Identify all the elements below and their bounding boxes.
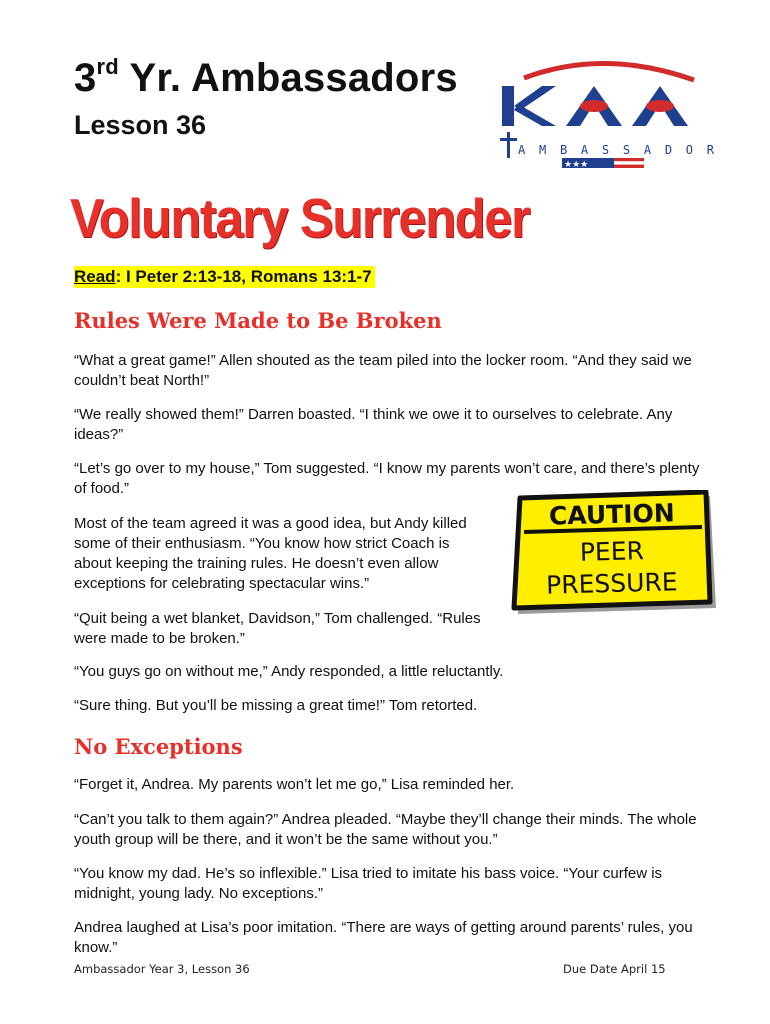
story-paragraph: “Can’t you talk to them again?” Andrea pleaded. “Maybe they’ll change their minds. The whole youth group will be there, and it won’t be the same without you.” [74, 811, 697, 848]
story-paragraph: “You guys go on without me,” Andy responded, a little reluctantly. [74, 663, 504, 680]
story-paragraph: “Sure thing. But you’ll be missing a great time!” Tom retorted. [74, 697, 478, 714]
section-heading-rules: Rules Were Made to Be Broken [74, 308, 442, 333]
reading-label: Read [74, 267, 116, 286]
story-paragraph: “We really showed them!” Darren boasted. “I think we owe it to ourselves to celebrate. Any ideas?” [74, 406, 673, 443]
caution-text: CAUTION [548, 498, 676, 531]
logo-stars: ★★★ [564, 160, 589, 170]
story-paragraph: “Let’s go over to my house,” Tom suggested. “I know my parents won’t care, and there’s plenty of food.” [74, 460, 700, 497]
logo-subtitle: AMBASSADOR [518, 143, 714, 157]
story-paragraph: “Quit being a wet blanket, Davidson,” Tom challenged. “Rules were made to be broken.” [74, 610, 481, 647]
lesson-main-title: Voluntary Surrender [70, 187, 530, 249]
pressure-text: PRESSURE [545, 567, 678, 600]
story-paragraph: “You know my dad. He’s so inflexible.” Lisa tried to imitate his bass voice. “Your curfew is midnight, young lady. No exceptions.” [74, 865, 663, 902]
title-rest: Yr. Ambassadors [118, 56, 458, 100]
page-title [74, 56, 458, 101]
section-heading-exceptions: No Exceptions [74, 734, 243, 759]
reading-references: : I Peter 2:13-18, Romans 13:1-7 [115, 267, 372, 286]
reading-assignment [74, 266, 375, 288]
kaa-ambassador-logo [494, 54, 724, 174]
story-paragraph: Andrea laughed at Lisa’s poor imitation. “There are ways of getting around parents’ rules, you know.” [74, 919, 693, 956]
footer-due-date: Due Date April 15 [563, 962, 666, 976]
story-paragraph: “Forget it, Andrea. My parents won’t let me go,” Lisa reminded her. [74, 776, 515, 793]
title-superscript: rd [96, 54, 119, 79]
peer-text: PEER [579, 536, 645, 567]
story-paragraph: “What a great game!” Allen shouted as the team piled into the locker room. “And they said we couldn’t beat North!” [74, 352, 692, 389]
lesson-number: Lesson 36 [74, 110, 207, 140]
story-paragraph: Most of the team agreed it was a good idea, but Andy killed some of their enthusiasm. “You know how strict Coach is about keeping the training rules. He doesn’t even allow exceptions for celebrating spectacular wins.” [74, 515, 467, 592]
footer-lesson-info: Ambassador Year 3, Lesson 36 [74, 962, 250, 976]
caution-peer-pressure-sign [510, 490, 720, 620]
title-prefix: 3 [74, 56, 97, 100]
